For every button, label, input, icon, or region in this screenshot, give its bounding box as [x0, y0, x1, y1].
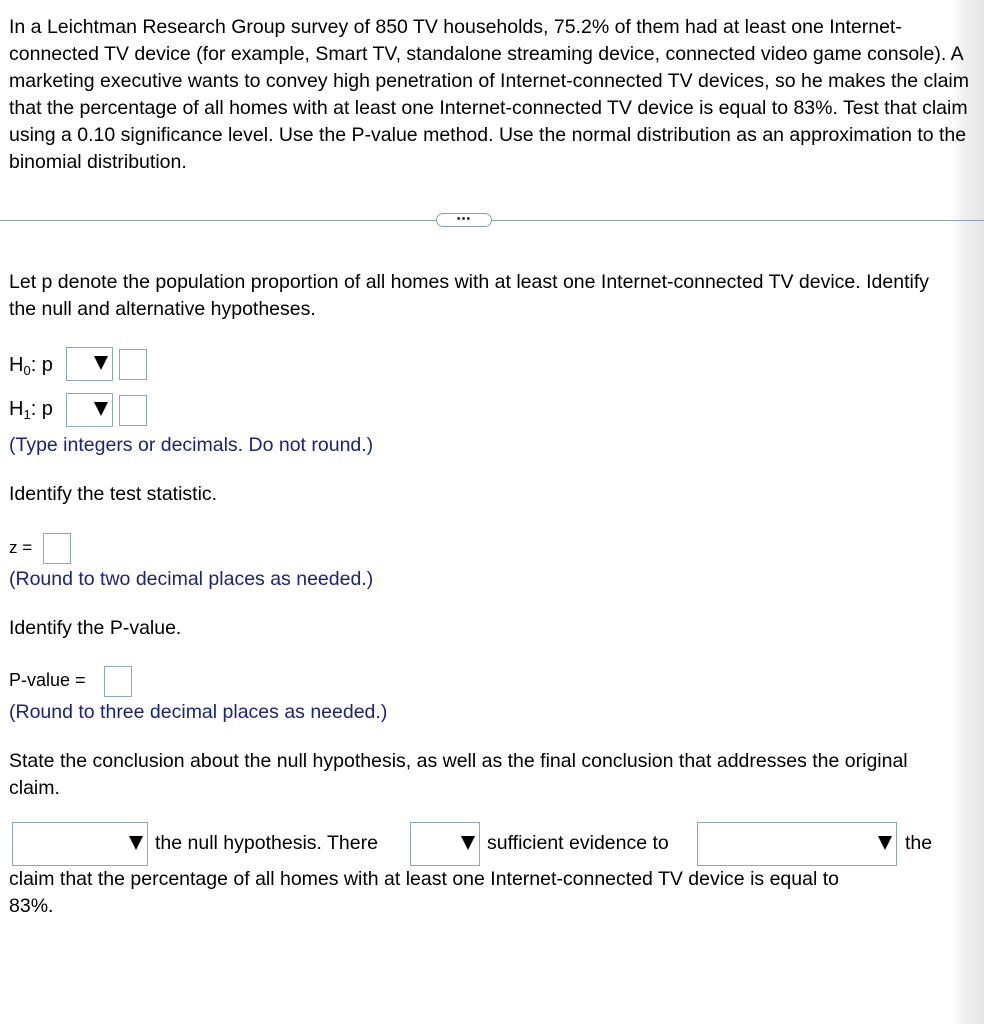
- p-value-hint: (Round to three decimal places as needed.): [9, 701, 388, 723]
- more-button[interactable]: •••: [436, 213, 492, 227]
- conclusion-text-5: 83%.: [9, 895, 54, 917]
- h1-value-input[interactable]: [119, 395, 147, 426]
- conclusion-text-2: sufficient evidence to: [487, 832, 669, 854]
- conclusion-text-4: claim that the percentage of all homes with at least one Internet-connected TV device is equal to: [9, 868, 839, 890]
- h0-label: $H_0$: p: [9, 354, 53, 378]
- conclusion-prompt: State the conclusion about the null hypothesis, as well as the final conclusion that addresses the original claim.: [9, 750, 908, 799]
- claim-action-dropdown[interactable]: [697, 822, 897, 866]
- p-value-prompt: Identify the P-value.: [9, 617, 182, 639]
- z-value-input[interactable]: [43, 533, 71, 564]
- problem-statement: In a Leichtman Research Group survey of 850 TV households, 75.2% of them had at least one Internet-connected TV device (for example, Smart TV, standalone streaming device, connected video game console). A marketing executive wants to convey high penetration of Internet-connected TV devices, so he makes the claim that the percentage of all homes with at least one Internet-connected TV device is equal to 83%. Test that claim using a 0.10 significance level. Use the P-value method. Use the normal distribution as an approximation to the binomial distribution.: [9, 16, 969, 173]
- hypotheses-hint: (Type integers or decimals. Do not round.): [9, 434, 374, 456]
- test-statistic-hint: (Round to two decimal places as needed.): [9, 568, 374, 590]
- hypotheses-prompt: Let p denote the population proportion of all homes with at least one Internet-connected TV device. Identify the null and alternative hypotheses.: [9, 271, 929, 320]
- test-statistic-prompt: Identify the test statistic.: [9, 483, 218, 505]
- p-value-input[interactable]: [104, 666, 132, 697]
- section-separator: [0, 220, 984, 221]
- dropdown-arrow-icon: [461, 836, 475, 850]
- conclusion-text-3: the: [905, 832, 933, 854]
- dropdown-arrow-icon: [94, 402, 108, 416]
- h1-label: $H_1$: p: [9, 398, 53, 422]
- h0-value-input[interactable]: [119, 349, 147, 380]
- conclusion-text-1: the null hypothesis. There: [155, 832, 378, 854]
- dropdown-arrow-icon: [878, 836, 892, 850]
- p-value-label: P-value =: [9, 670, 86, 690]
- dropdown-arrow-icon: [129, 836, 143, 850]
- dropdown-arrow-icon: [94, 356, 108, 370]
- h1-operator-dropdown[interactable]: [66, 393, 113, 427]
- null-decision-dropdown[interactable]: [12, 822, 148, 866]
- h0-operator-dropdown[interactable]: [66, 347, 113, 381]
- evidence-dropdown[interactable]: [410, 822, 480, 866]
- z-label: z =: [9, 538, 33, 557]
